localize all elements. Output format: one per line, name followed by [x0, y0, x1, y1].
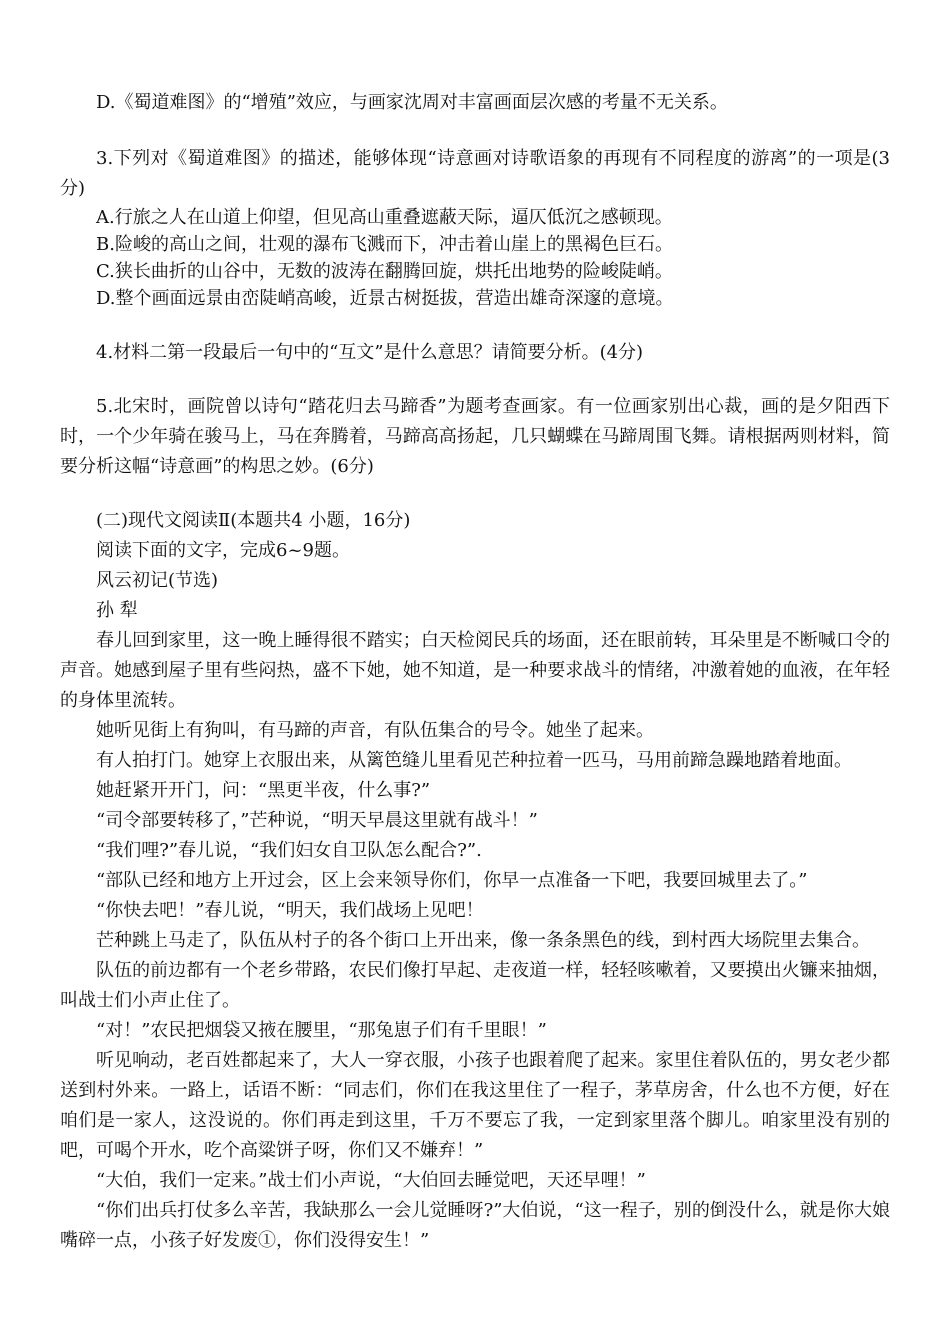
document-page [60, 88, 890, 1256]
q4-stem: 4.材料二第一段最后一句中的“互文”是什么意思？请简要分析。(4分) [96, 342, 644, 363]
story-paragraph: 芒种跳上马走了，队伍从村子的各个街口上开出来，像一条条黑色的线，到村西大场院里去集合。 [96, 930, 870, 951]
story-paragraph: “你们出兵打仗多么辛苦，我缺那么一会儿觉睡呀?”大伯说，“这一程子，别的倒没什么，就是你大娘嘴碎一点，小孩子好发废①，你们没得安生！” [60, 1200, 890, 1251]
q5-stem: 5.北宋时，画院曾以诗句“踏花归去马蹄香”为题考查画家。有一位画家别出心裁，画的是夕阳西下时，一个少年骑在骏马上，马在奔腾着，马蹄高高扬起，几只蝴蝶在马蹄周围飞舞。请根据两则材料，简要分析这幅“诗意画”的构思之妙。(6分) [60, 396, 890, 477]
section-heading: (二)现代文阅读Ⅱ(本题共4 小题，16分) [96, 510, 411, 531]
story-paragraph: “大伯，我们一定来。”战士们小声说，“大伯回去睡觉吧，天还早哩！” [96, 1170, 646, 1191]
q3-option-a: A.行旅之人在山道上仰望，但见高山重叠遮蔽天际，逼仄低沉之感顿现。 [96, 207, 673, 228]
story-paragraph: “对！”农民把烟袋又掖在腰里，“那兔崽子们有千里眼！” [96, 1020, 547, 1041]
story-title: 风云初记(节选) [96, 570, 219, 591]
story-paragraph: “部队已经和地方上开过会，区上会来领导你们，你早一点准备一下吧，我要回城里去了。” [96, 870, 808, 891]
q3-stem: 3.下列对《蜀道难图》的描述，能够体现“诗意画对诗歌语象的再现有不同程度的游离”的一项是(3分) [60, 148, 890, 199]
q3-option-d: D.整个画面远景由峦陡峭高峻，近景古树挺拔，营造出雄奇深邃的意境。 [96, 288, 674, 309]
story-paragraph: 有人拍打门。她穿上衣服出来，从篱笆缝儿里看见芒种拉着一匹马，马用前蹄急躁地踏着地面。 [96, 750, 852, 771]
story-paragraph: 春儿回到家里，这一晚上睡得很不踏实；白天检阅民兵的场面，还在眼前转，耳朵里是不断喊口令的声音。她感到屋子里有些闷热，盛不下她，她不知道，是一种要求战斗的情绪，冲激着她的血液，在年轻的身体里流转。 [60, 630, 890, 711]
story-paragraph: 她赶紧开开门，问：“黑更半夜，什么事?” [96, 780, 431, 801]
story-paragraph: 她听见街上有狗叫，有马蹄的声音，有队伍集合的号令。她坐了起来。 [96, 720, 654, 741]
q3-option-b: B.险峻的高山之间，壮观的瀑布飞溅而下，冲击着山崖上的黑褐色巨石。 [96, 234, 673, 255]
q3-option-c: C.狭长曲折的山谷中，无数的波涛在翻腾回旋，烘托出地势的险峻陡峭。 [96, 261, 673, 282]
story-paragraph: “司令部要转移了，”芒种说，“明天早晨这里就有战斗！” [96, 810, 538, 831]
section-instruction: 阅读下面的文字，完成6~9题。 [96, 540, 350, 561]
story-author: 孙 犁 [96, 600, 138, 621]
story-paragraph: “你快去吧！”春儿说，“明天，我们战场上见吧！ [96, 900, 484, 921]
story-paragraph: 听见响动，老百姓都起来了，大人一穿衣服，小孩子也跟着爬了起来。家里住着队伍的，男女老少都送到村外来。一路上，话语不断：“同志们，你们在我这里住了一程子，茅草房舍，什么也不方便，好在咱们是一家人，这没说的。你们再走到这里，千万不要忘了我，一定到家里落个脚儿。咱家里没有别的吧，可喝个开水，吃个高粱饼子呀，你们又不嫌弃！” [60, 1050, 890, 1161]
q2-option-d: D.《蜀道难图》的“增殖”效应，与画家沈周对丰富画面层次感的考量不无关系。 [96, 92, 728, 113]
story-paragraph: “我们哩?”春儿说，“我们妇女自卫队怎么配合?”. [96, 840, 482, 861]
story-paragraph: 队伍的前边都有一个老乡带路，农民们像打早起、走夜道一样，轻轻咳嗽着，又要摸出火镰来抽烟，叫战士们小声止住了。 [60, 960, 890, 1011]
